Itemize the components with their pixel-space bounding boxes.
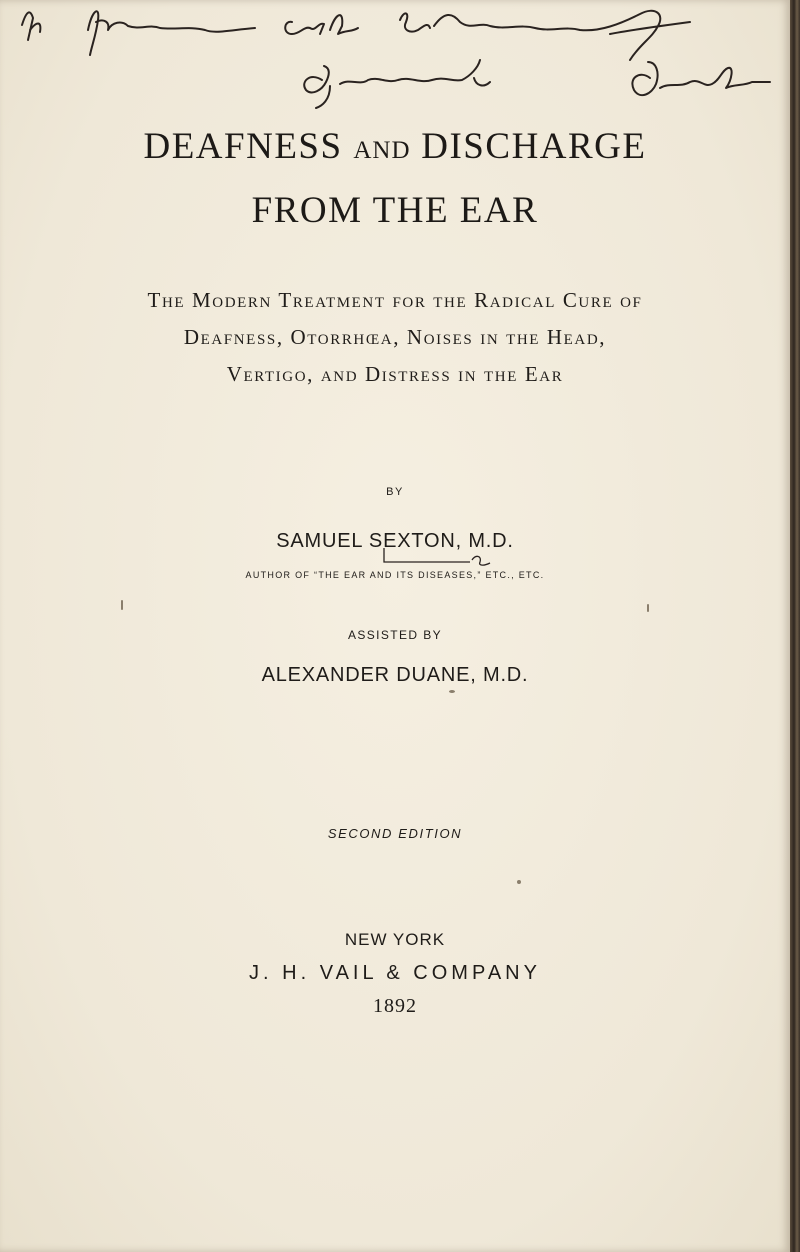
page-edge bbox=[790, 0, 800, 1252]
author-name: SAMUEL SEXTON, M.D. bbox=[276, 530, 514, 552]
ink-speck bbox=[121, 600, 123, 610]
edition-label: SECOND EDITION bbox=[327, 826, 463, 841]
title-word-deafness: DEAFNESS bbox=[143, 126, 343, 167]
title-word-discharge: DISCHARGE bbox=[421, 126, 647, 167]
title-word-and: AND bbox=[353, 137, 411, 164]
subtitle-line-1: The Modern Treatment for the Radical Cure of bbox=[147, 288, 643, 312]
ink-speck bbox=[449, 690, 455, 693]
assistant-name: ALEXANDER DUANE, M.D. bbox=[261, 664, 529, 686]
title-line-2: FROM THE EAR bbox=[251, 190, 539, 231]
ink-speck bbox=[517, 880, 521, 884]
subtitle-line-3: Vertigo, and Distress in the Ear bbox=[226, 362, 564, 386]
title-line-1 bbox=[0, 122, 790, 176]
handwritten-inscription bbox=[0, 0, 790, 110]
subtitle-line-2: Deafness, Otorrhœa, Noises in the Head, bbox=[183, 325, 607, 349]
imprint-year: 1892 bbox=[373, 995, 417, 1017]
book-title bbox=[0, 122, 790, 236]
imprint-publisher: J. H. VAIL & COMPANY bbox=[249, 962, 541, 984]
by-label: BY bbox=[386, 486, 404, 498]
book-subtitle bbox=[0, 282, 790, 393]
imprint-place: NEW YORK bbox=[344, 930, 446, 949]
ink-speck bbox=[647, 604, 649, 612]
author-credentials: AUTHOR OF “THE EAR AND ITS DISEASES,” ETC., ETC. bbox=[245, 570, 545, 580]
assisted-by-label: ASSISTED BY bbox=[347, 628, 443, 642]
